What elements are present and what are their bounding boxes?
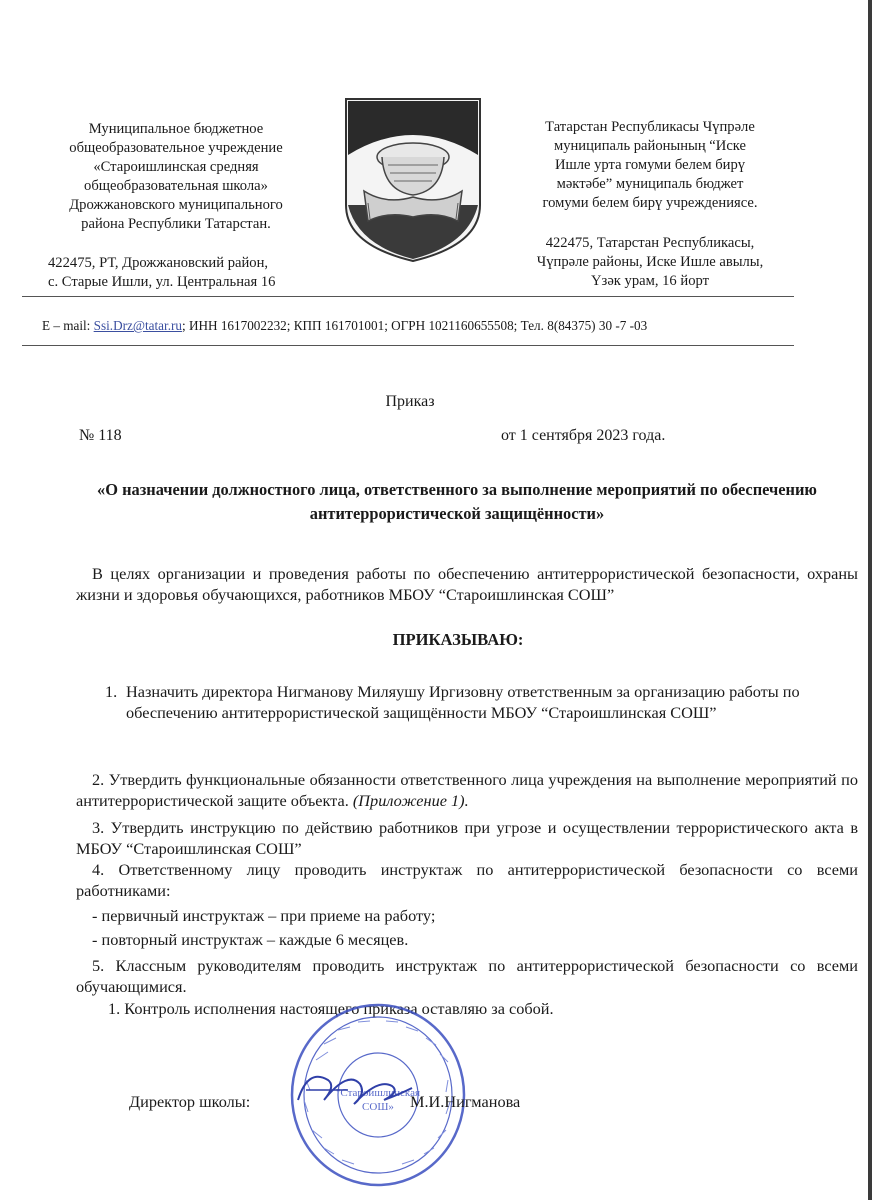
header-left-org bbox=[42, 120, 310, 234]
signature-position: Директор школы: bbox=[129, 1092, 251, 1111]
header-divider-bottom bbox=[22, 345, 794, 346]
header-right-address bbox=[510, 234, 790, 291]
header-left-address-line: 422475, РТ, Дрожжановский район, bbox=[48, 255, 269, 271]
header-right-org-line: Татарстан Республикасы Чүпрәле bbox=[545, 119, 755, 135]
briefing-bullet-initial: - первичный инструктаж – при приеме на работу; bbox=[92, 906, 436, 925]
header-right-block bbox=[510, 118, 790, 291]
decree-heading-text: ПРИКАЗЫВАЮ: bbox=[392, 630, 524, 649]
order-item-1-text: Назначить директора Нигманову Миляушу Иргизовну ответственным за организацию работы по обеспечению антитеррористической защищённости МБОУ “Староишлинская СОШ” bbox=[126, 682, 800, 722]
page-edge-shadow bbox=[868, 0, 872, 1200]
contacts-line bbox=[42, 318, 802, 334]
header-right-address-line: Чүпрәле районы, Иске Ишле авылы, bbox=[536, 254, 764, 270]
stamp-text-line: СОШ» bbox=[362, 1101, 394, 1113]
coat-of-arms-icon bbox=[338, 95, 488, 265]
decree-heading bbox=[0, 630, 872, 650]
order-item-3: 3. Утвердить инструкцию по действию работников при угрозе и осуществлении террористического акта в МБОУ “Староишлинская СОШ” bbox=[76, 818, 858, 858]
stamp-text-line: "Староишлинская bbox=[335, 1087, 421, 1099]
header-right-org-line: гомуми белем бирү учреждениясе. bbox=[542, 195, 758, 211]
header-right-org-line: мәктәбе” муниципаль бюджет bbox=[556, 176, 744, 192]
header-right-org bbox=[510, 118, 790, 213]
order-title: Приказ bbox=[385, 393, 435, 410]
order-item-5: 5. Классным руководителям проводить инструктаж по антитеррористической безопасности со всеми обучающимися. bbox=[76, 956, 858, 996]
registration-details: ; ИНН 1617002232; КПП 161701001; ОГРН 1021160655508; Тел. 8(84375) 30 -7 -03 bbox=[181, 318, 648, 333]
order-item-2 bbox=[76, 769, 858, 811]
header-right-address-line: 422475, Татарстан Республикасы, bbox=[545, 235, 755, 251]
header-left-org-line: общеобразовательное учреждение bbox=[69, 140, 283, 156]
order-item-number: 1. bbox=[105, 682, 118, 701]
email-link[interactable]: Ssi.Drz@tatar.ru bbox=[93, 318, 182, 333]
appendix-reference: (Приложение 1). bbox=[352, 791, 469, 810]
order-date: от 1 сентября 2023 года. bbox=[501, 427, 666, 444]
header-right-address-line: Үзәк урам, 16 йорт bbox=[591, 273, 709, 289]
header-left-block bbox=[42, 120, 310, 292]
email-prefix: E – mail: bbox=[42, 318, 94, 333]
order-item-1 bbox=[105, 681, 845, 723]
order-item-2-text: 2. Утвердить функциональные обязанности ответственного лица учреждения на выполнение мероприятий по антитеррористической защите объекта. bbox=[76, 770, 858, 810]
header-divider-top bbox=[22, 296, 794, 297]
header-left-org-line: «Староишлинская средняя bbox=[93, 159, 259, 175]
header-left-org-line: Дрожжановского муниципального bbox=[69, 197, 283, 213]
header-right-org-line: муниципаль районының “Иске bbox=[553, 138, 747, 154]
signer-name: М.И.Нигманова bbox=[410, 1092, 521, 1111]
order-item-4: 4. Ответственному лицу проводить инструктаж по антитеррористической безопасности со всеми работниками: bbox=[76, 860, 858, 900]
briefing-bullet-repeat: - повторный инструктаж – каждые 6 месяцев. bbox=[92, 930, 409, 949]
order-number: № 118 bbox=[79, 427, 122, 444]
header-left-org-line: Муниципальное бюджетное bbox=[88, 121, 264, 137]
header-left-address-line: с. Старые Ишли, ул. Центральная 16 bbox=[48, 274, 276, 290]
header-right-org-line: Ишле урта гомуми белем бирү bbox=[554, 157, 746, 173]
handwritten-signature bbox=[288, 1060, 421, 1120]
order-item-control: 1. Контроль исполнения настоящего приказа оставляю за собой. bbox=[108, 999, 554, 1018]
header-left-address bbox=[48, 254, 310, 292]
header-left-org-line: района Республики Татарстан. bbox=[81, 216, 271, 232]
header-left-org-line: общеобразовательная школа» bbox=[84, 178, 268, 194]
order-subject: «О назначении должностного лица, ответственного за выполнение мероприятий по обеспечению антитеррористической защищённости» bbox=[97, 480, 817, 523]
preamble: В целях организации и проведения работы по обеспечению антитеррористической безопасности, охраны жизни и здоровья обучающихся, работников МБОУ “Староишлинская СОШ” bbox=[76, 564, 858, 604]
